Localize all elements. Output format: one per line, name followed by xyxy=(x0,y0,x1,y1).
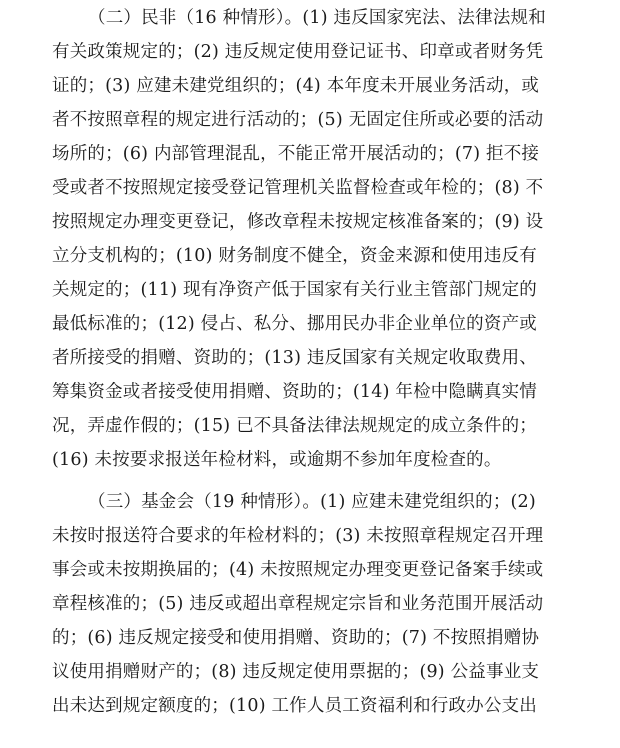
paragraph-line: 章程核准的；(5) 违反或超出章程规定宗旨和业务范围开展活动 xyxy=(52,594,544,614)
paragraph-line: 筹集资金或者接受使用捐赠、资助的；(14) 年检中隐瞒真实情 xyxy=(52,382,537,402)
section-three-heading-line: （三）基金会（19 种情形）。(1) 应建未建党组织的；(2) xyxy=(88,492,536,512)
paragraph-line: 者不按照章程的规定进行活动的；(5) 无固定住所或必要的活动 xyxy=(52,110,544,130)
paragraph-line: 场所的；(6) 内部管理混乱，不能正常开展活动的；(7) 拒不接 xyxy=(52,144,540,164)
paragraph-line: 按照规定办理变更登记，修改章程未按规定核准备案的；(9) 设 xyxy=(52,212,544,232)
paragraph-line: 者所接受的捐赠、资助的；(13) 违反国家有关规定收取费用、 xyxy=(52,348,537,368)
paragraph-line: 况，弄虚作假的；(15) 已不具备法律法规规定的成立条件的； xyxy=(52,416,537,436)
paragraph-line: 未按时报送符合要求的年检材料的；(3) 未按照章程规定召开理 xyxy=(52,526,544,546)
paragraph-line: 有关政策规定的；(2) 违反规定使用登记证书、印章或者财务凭 xyxy=(52,42,544,62)
paragraph-line: 议使用捐赠财产的；(8) 违反规定使用票据的；(9) 公益事业支 xyxy=(52,662,540,682)
paragraph-line: 的；(6) 违反规定接受和使用捐赠、资助的；(7) 不按照捐赠协 xyxy=(52,628,540,648)
paragraph-line: 最低标准的；(12) 侵占、私分、挪用民办非企业单位的资产或 xyxy=(52,314,537,334)
paragraph-line: 立分支机构的；(10) 财务制度不健全，资金来源和使用违反有 xyxy=(52,246,537,266)
section-two-heading-line: （二）民非（16 种情形）。(1) 违反国家宪法、法律法规和 xyxy=(88,8,546,28)
paragraph-line: 事会或未按期换届的；(4) 未按照规定办理变更登记备案手续或 xyxy=(52,560,544,580)
paragraph-line: 出未达到规定额度的；(10) 工作人员工资福利和行政办公支出 xyxy=(52,696,537,716)
paragraph-line: (16) 未按要求报送年检材料，或逾期不参加年度检查的。 xyxy=(52,450,502,470)
paragraph-line: 关规定的；(11) 现有净资产低于国家有关行业主管部门规定的 xyxy=(52,280,537,300)
paragraph-line: 受或者不按照规定接受登记管理机关监督检查或年检的；(8) 不 xyxy=(52,178,544,198)
paragraph-line: 证的；(3) 应建未建党组织的；(4) 本年度未开展业务活动，或 xyxy=(52,76,540,96)
